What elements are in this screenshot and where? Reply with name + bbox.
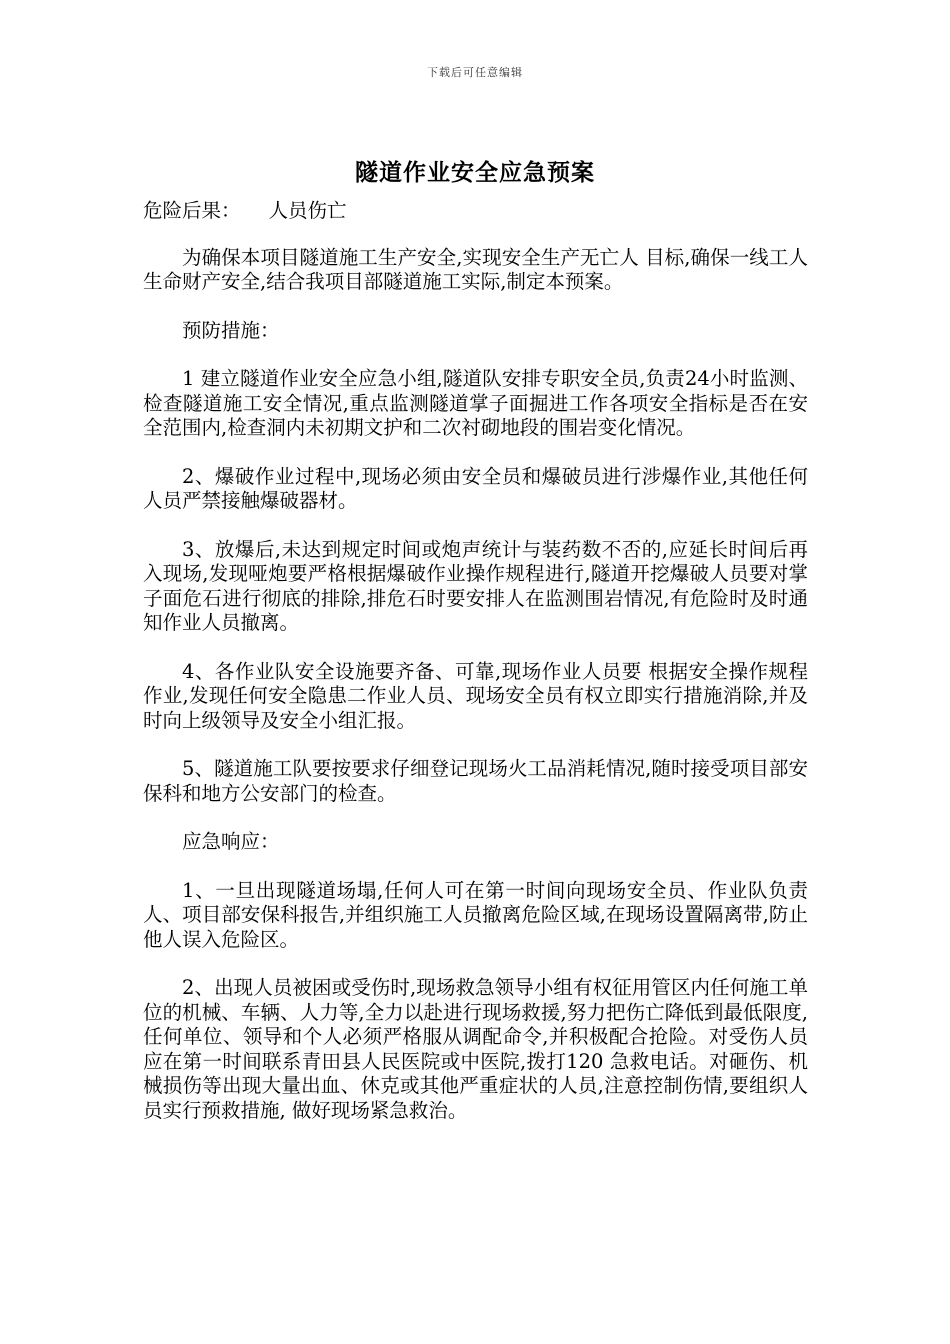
document-title: 隧道作业安全应急预案 bbox=[355, 159, 595, 186]
header-note: 下载后可任意编辑 bbox=[427, 66, 523, 79]
hazard-value: 人员伤亡 bbox=[268, 199, 347, 222]
document-body bbox=[143, 199, 808, 1147]
intro-paragraph: 为确保本项目隧道施工生产安全,实现安全生产无亡人 目标,确保一线工人生命财产安全,结合我项目部隧道施工实际,制定本预案。 bbox=[143, 245, 808, 293]
hazard-label: 危险后果： bbox=[143, 199, 241, 222]
prevention-item-2: 2、爆破作业过程中,现场必须由安全员和爆破员进行涉爆作业,其他任何人员严禁接触爆破器材。 bbox=[143, 464, 808, 512]
hazard-line bbox=[143, 199, 808, 224]
response-heading: 应急响应： bbox=[182, 830, 280, 853]
response-item-2: 2、出现人员被困或受伤时,现场救急领导小组有权征用管区内任何施工单位的机械、车辆、人力等,全力以赴进行现场救援,努力把伤亡降低到最低限度,任何单位、领导和个人必须严格服从调配命令,并积极配合抢险。对受伤人员应在第一时间联系青田县人民医院或中医院,拨打120 急救电话。对砸伤、机械损伤等出现大量出血、休克或其他严重症状的人员,注意控制伤情,要组织人员实行预救措施, 做好现场紧急救治。 bbox=[143, 976, 808, 1122]
prevention-item-4: 4、各作业队安全设施要齐备、可靠,现场作业人员要 根据安全操作规程作业,发现任何安全隐患二作业人员、现场安全员有权立即实行措施消除,并及时向上级领导及安全小组汇报。 bbox=[143, 659, 808, 732]
prevention-item-3: 3、放爆后,未达到规定时间或炮声统计与装药数不否的,应延长时间后再入现场,发现哑炮要严格根据爆破作业操作规程进行,隧道开挖爆破人员要对掌子面危石进行彻底的排除,排危石时要安排人在监测围岩情况,有危险时及时通知作业人员撤离。 bbox=[143, 537, 808, 634]
prevention-item-1: 1 建立隧道作业安全应急小组,隧道队安排专职安全员,负责24小时监测、检查隧道施工安全情况,重点监测隧道掌子面掘进工作各项安全指标是否在安全范围内,检查洞内未初期文护和二次衬砌地段的围岩变化情况。 bbox=[143, 367, 808, 439]
prevention-item-5: 5、隧道施工队要按要求仔细登记现场火工品消耗情况,随时接受项目部安保科和地方公安部门的检查。 bbox=[143, 757, 808, 805]
response-item-1: 1、一旦出现隧道场塌,任何人可在第一时间向现场安全员、作业队负责人、项目部安保科报告,并组织施工人员撤离危险区域,在现场设置隔离带,防止他人误入危险区。 bbox=[143, 878, 808, 951]
prevention-heading: 预防措施： bbox=[182, 318, 280, 342]
